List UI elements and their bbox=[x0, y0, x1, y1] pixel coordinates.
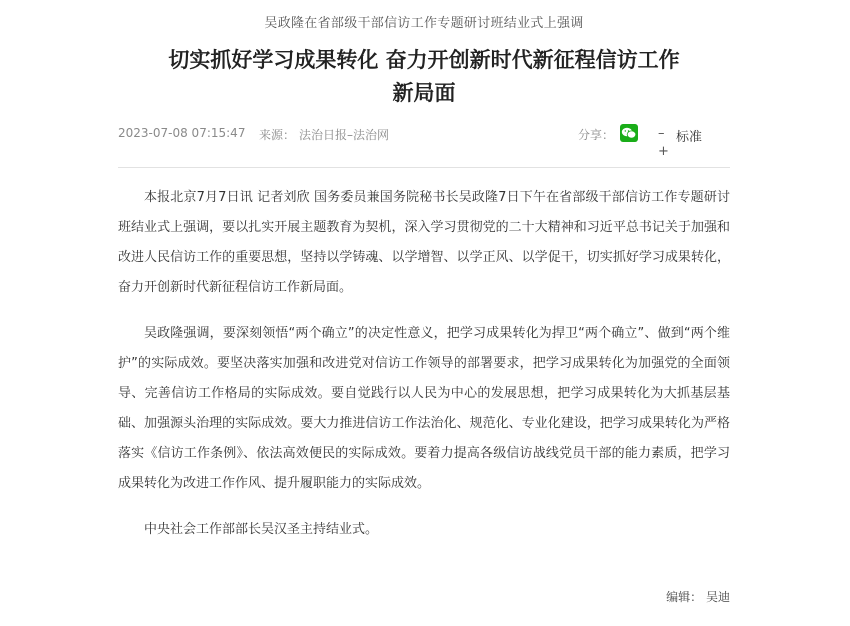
article-title-line-1: 切实抓好学习成果转化 奋力开创新时代新征程信访工作 bbox=[168, 48, 680, 72]
editor-credit: 编辑： 吴迪 bbox=[666, 590, 730, 604]
font-size-standard-button[interactable]: 标准 bbox=[676, 130, 703, 145]
article-title-line-2: 新局面 bbox=[392, 81, 456, 105]
article-title bbox=[118, 44, 730, 110]
publish-datetime: 2023-07-08 07:15:47 bbox=[118, 126, 246, 140]
meta-divider bbox=[118, 167, 730, 168]
font-size-decrease-button[interactable]: – bbox=[658, 126, 665, 141]
body-paragraph: 吴政隆强调，要深刻领悟“两个确立”的决定性意义，把学习成果转化为捍卫“两个确立”、做到“两个维护”的实际成效。要坚决落实加强和改进党对信访工作领导的部署要求，把学习成果转化为加强党的全面领导、完善信访工作格局的实际成效。要自觉践行以人民为中心的发展思想，把学习成果转化为大抓基层基础、加强源头治理的实际成效。要大力推进信访工作法治化、规范化、专业化建设，把学习成果转化为严格落实《信访工作条例》、依法高效便民的实际成效。要着力提高各级信访战线党员干部的能力素质，把学习成果转化为改进工作作风、提升履职能力的实际成效。 bbox=[118, 326, 730, 491]
wechat-share-button[interactable] bbox=[620, 124, 638, 142]
article-meta bbox=[118, 124, 730, 164]
wechat-icon bbox=[621, 126, 637, 140]
body-paragraph: 中央社会工作部部长吴汉圣主持结业式。 bbox=[144, 522, 379, 537]
source-label: 来源： bbox=[259, 128, 296, 142]
article-body bbox=[118, 183, 730, 561]
article-subtitle: 吴政隆在省部级干部信访工作专题研讨班结业式上强调 bbox=[264, 16, 584, 31]
share-label: 分享： bbox=[578, 128, 615, 142]
source-name: 法治日报–法治网 bbox=[299, 128, 390, 142]
font-size-increase-button[interactable]: + bbox=[658, 144, 669, 159]
body-paragraph: 本报北京7月7日讯 记者刘欣 国务委员兼国务院秘书长吴政隆7日下午在省部级干部信访工作专题研讨班结业式上强调，要以扎实开展主题教育为契机，深入学习贯彻党的二十大精神和习近平总书记关于加强和改进人民信访工作的重要思想，坚持以学铸魂、以学增智、以学正风、以学促干，切实抓好学习成果转化，奋力开创新时代新征程信访工作新局面。 bbox=[118, 190, 730, 295]
